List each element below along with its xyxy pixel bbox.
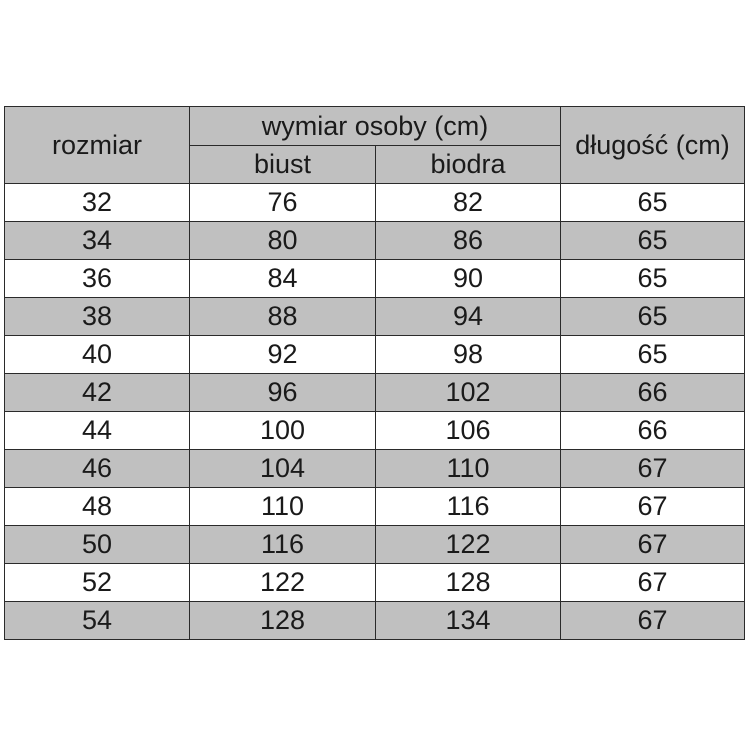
cell-length: 67: [561, 450, 745, 488]
cell-hips: 98: [376, 336, 561, 374]
cell-length: 66: [561, 374, 745, 412]
header-hips: biodra: [376, 146, 561, 184]
header-person-measure: wymiar osoby (cm): [190, 107, 561, 146]
cell-hips: 90: [376, 260, 561, 298]
table-row: [5, 222, 745, 260]
cell-size: 42: [5, 374, 190, 412]
cell-hips: 110: [376, 450, 561, 488]
table-header: [5, 107, 745, 184]
cell-size: 32: [5, 184, 190, 222]
table-row: [5, 526, 745, 564]
header-row-top: [5, 107, 745, 146]
cell-hips: 116: [376, 488, 561, 526]
cell-hips: 122: [376, 526, 561, 564]
cell-bust: 116: [190, 526, 376, 564]
table-row: [5, 260, 745, 298]
cell-bust: 100: [190, 412, 376, 450]
cell-hips: 86: [376, 222, 561, 260]
cell-length: 65: [561, 336, 745, 374]
cell-bust: 92: [190, 336, 376, 374]
table-row: [5, 602, 745, 640]
cell-bust: 84: [190, 260, 376, 298]
table-row: [5, 374, 745, 412]
cell-bust: 80: [190, 222, 376, 260]
size-chart-table: [4, 106, 745, 640]
cell-bust: 96: [190, 374, 376, 412]
table-row: [5, 450, 745, 488]
cell-size: 40: [5, 336, 190, 374]
cell-length: 65: [561, 260, 745, 298]
table-row: [5, 184, 745, 222]
cell-hips: 134: [376, 602, 561, 640]
cell-length: 67: [561, 526, 745, 564]
cell-length: 65: [561, 184, 745, 222]
header-bust: biust: [190, 146, 376, 184]
cell-length: 67: [561, 488, 745, 526]
cell-bust: 122: [190, 564, 376, 602]
cell-length: 66: [561, 412, 745, 450]
cell-size: 44: [5, 412, 190, 450]
cell-size: 48: [5, 488, 190, 526]
cell-bust: 104: [190, 450, 376, 488]
cell-length: 65: [561, 298, 745, 336]
table-row: [5, 412, 745, 450]
table-row: [5, 336, 745, 374]
cell-hips: 82: [376, 184, 561, 222]
cell-bust: 110: [190, 488, 376, 526]
cell-bust: 76: [190, 184, 376, 222]
header-length: długość (cm): [561, 107, 745, 184]
cell-hips: 106: [376, 412, 561, 450]
table-row: [5, 564, 745, 602]
cell-size: 50: [5, 526, 190, 564]
cell-size: 34: [5, 222, 190, 260]
cell-hips: 128: [376, 564, 561, 602]
cell-size: 52: [5, 564, 190, 602]
cell-length: 67: [561, 564, 745, 602]
table-body: [5, 184, 745, 640]
cell-size: 36: [5, 260, 190, 298]
cell-bust: 128: [190, 602, 376, 640]
cell-size: 38: [5, 298, 190, 336]
cell-hips: 102: [376, 374, 561, 412]
table-row: [5, 298, 745, 336]
cell-length: 67: [561, 602, 745, 640]
cell-hips: 94: [376, 298, 561, 336]
table-row: [5, 488, 745, 526]
cell-bust: 88: [190, 298, 376, 336]
header-size: rozmiar: [5, 107, 190, 184]
cell-size: 54: [5, 602, 190, 640]
cell-size: 46: [5, 450, 190, 488]
cell-length: 65: [561, 222, 745, 260]
